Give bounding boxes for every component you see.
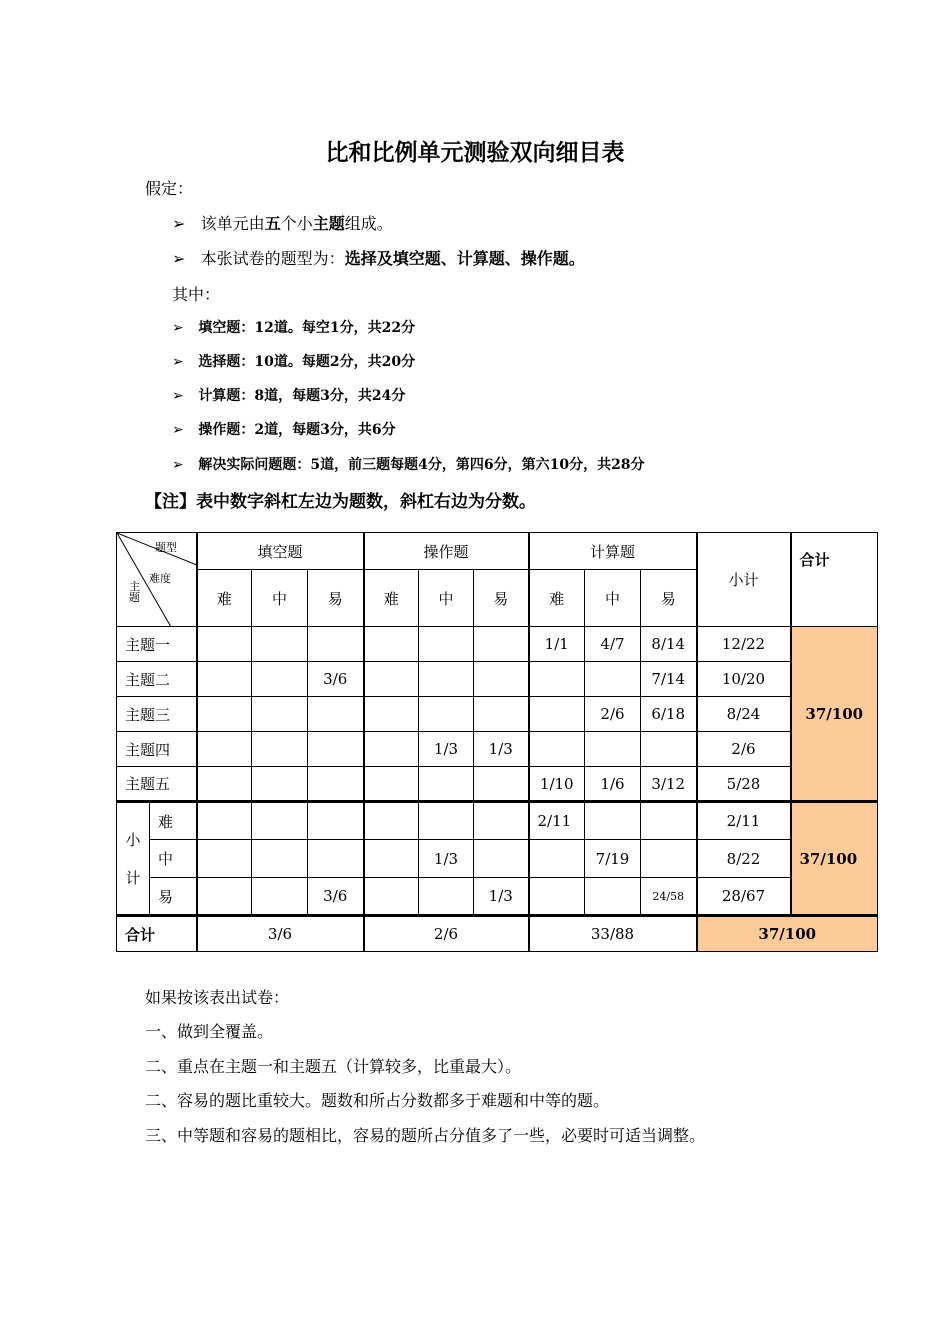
table-cell [419,802,474,840]
assume-label: 假定： [145,179,194,198]
topic-name: 主题一 [117,627,197,662]
table-cell: 3/6 [308,662,364,697]
conclusion-line: 一、做到全覆盖。 [145,1022,274,1041]
level-header: 易 [308,570,364,627]
table-cell [419,627,474,662]
table-cell [585,878,641,916]
corner-header-cell [117,533,197,627]
table-cell [529,878,585,916]
table-row [117,767,878,802]
table-cell [197,627,252,662]
table-cell [641,802,697,840]
bullet-choice [172,351,415,371]
table-cell [364,662,419,697]
conclusion-line: 二、重点在主题一和主题五（计算较多，比重最大）。 [145,1057,522,1076]
table-cell: 3/12 [641,767,697,802]
table-cell [529,662,585,697]
table-cell [419,878,474,916]
table-cell [252,802,308,840]
table-cell [308,840,364,878]
table-cell [585,732,641,767]
bullet-bold: 主题 [312,214,345,233]
table-cell [197,662,252,697]
bullet-operation [172,419,396,439]
table-cell: 1/1 [529,627,585,662]
group-header-fill: 填空题 [197,533,364,570]
table-cell [364,878,419,916]
table-cell [252,662,308,697]
footer-total-calc: 33/88 [529,916,697,952]
level-header: 中 [585,570,641,627]
table-cell [252,697,308,732]
table-cell [474,802,529,840]
bullet-text: 操作题：2道，每题3分，共6分 [198,422,396,438]
subtotal-cell: 2/6 [697,732,791,767]
table-cell [364,840,419,878]
corner-type-label: 题型 [155,541,177,554]
table-cell: 1/3 [419,840,474,878]
table-cell: 1/6 [585,767,641,802]
table-cell [308,732,364,767]
arrow-bullet-icon: ➢ [172,388,184,404]
table-row [117,627,878,662]
subtotal-cell: 8/24 [697,697,791,732]
level-name: 难 [150,802,197,840]
table-cell [364,732,419,767]
table-row [117,662,878,697]
corner-difficulty-label: 难度 [149,572,171,585]
bullet-text: 组成。 [344,214,393,233]
table-cell [197,732,252,767]
level-header: 易 [474,570,529,627]
bullet-text: 该单元由 [200,214,265,233]
table-cell [197,802,252,840]
level-name: 易 [150,878,197,916]
bullet-question-types [172,246,585,269]
subtotal-cell: 12/22 [697,627,791,662]
table-cell: 7/19 [585,840,641,878]
table-cell: 8/14 [641,627,697,662]
conclusion-line: 如果按该表出试卷： [145,988,290,1007]
bullet-bold: 五 [264,214,281,233]
table-cell [252,878,308,916]
arrow-bullet-icon: ➢ [172,422,184,438]
table-footer-row [117,916,878,952]
table-cell [197,697,252,732]
table-cell [419,767,474,802]
footer-total-operation: 2/6 [364,916,529,952]
total-header: 合计 [791,533,878,627]
bullet-practical [172,454,645,474]
table-cell [364,767,419,802]
table-cell [197,767,252,802]
conclusion-line: 三、中等题和容易的题相比，容易的题所占分值多了一些，必要时可适当调整。 [145,1126,706,1145]
topics-total-cell: 37/100 [791,627,878,802]
group-header-operation: 操作题 [364,533,529,570]
table-cell [585,662,641,697]
bullet-text: 选择题：10道。每题2分，共20分 [198,354,416,370]
bullet-text: 本张试卷的题型为： [200,249,345,268]
table-cell [252,767,308,802]
subtotal-cell: 10/20 [697,662,791,697]
level-header: 难 [197,570,252,627]
subtotal-side-char: 计 [125,868,141,887]
table-cell [364,697,419,732]
table-cell [197,878,252,916]
table-cell: 24/58 [641,878,697,916]
table-cell: 2/11 [529,802,585,840]
table-row [117,802,878,840]
table-cell [529,732,585,767]
footer-total-fill: 3/6 [197,916,364,952]
corner-topic-label: 主题 [129,580,140,604]
table-cell [308,802,364,840]
table-cell [529,840,585,878]
table-cell: 2/6 [585,697,641,732]
levels-total-cell: 37/100 [791,802,878,916]
level-header: 中 [252,570,308,627]
topic-name: 主题二 [117,662,197,697]
table-cell [641,732,697,767]
table-cell: 1/3 [474,878,529,916]
table-cell [474,840,529,878]
table-row [117,878,878,916]
table-cell [641,840,697,878]
table-cell [364,627,419,662]
table-row [117,732,878,767]
topic-name: 主题三 [117,697,197,732]
table-cell: 1/3 [474,732,529,767]
topic-name: 主题四 [117,732,197,767]
table-cell [585,802,641,840]
table-cell [529,697,585,732]
bullet-text: 解决实际问题题：5道，前三题每题4分，第四6分，第六10分，共28分 [198,457,645,473]
subtotal-header: 小计 [697,533,791,627]
level-header: 易 [641,570,697,627]
bullet-text: 个小 [280,214,313,233]
table-cell: 1/10 [529,767,585,802]
bullet-calc [172,385,405,405]
bullet-text: 计算题：8道，每题3分，共24分 [198,388,406,404]
level-header: 难 [364,570,419,627]
arrow-bullet-icon: ➢ [172,354,184,370]
bullet-topics [172,211,393,234]
bullet-text: 填空题：12道。每空1分，共22分 [198,320,416,336]
table-cell [252,840,308,878]
table-cell: 7/14 [641,662,697,697]
table-cell [197,840,252,878]
table-cell [419,662,474,697]
bullet-fill [172,317,415,337]
table-cell [419,697,474,732]
arrow-bullet-icon: ➢ [172,214,186,233]
footer-total-label: 合计 [117,916,197,952]
among-label: 其中： [172,285,221,304]
group-header-calc: 计算题 [529,533,697,570]
table-cell [252,732,308,767]
subtotal-cell: 2/11 [697,802,791,840]
topic-name: 主题五 [117,767,197,802]
conclusion-line: 二、容易的题比重较大。题数和所占分数都多于难题和中等的题。 [145,1091,610,1110]
arrow-bullet-icon: ➢ [172,457,184,473]
arrow-bullet-icon: ➢ [172,249,186,268]
table-cell: 3/6 [308,878,364,916]
spec-table [116,532,878,952]
table-cell [308,627,364,662]
table-cell [308,767,364,802]
level-name: 中 [150,840,197,878]
subtotal-side-label [117,802,150,916]
footer-grand-total: 37/100 [697,916,878,952]
table-note: 【注】表中数字斜杠左边为题数，斜杠右边为分数。 [145,492,536,512]
subtotal-cell: 8/22 [697,840,791,878]
subtotal-cell: 5/28 [697,767,791,802]
table-cell [474,662,529,697]
table-cell [308,697,364,732]
table-row [117,840,878,878]
bullet-bold: 选择及填空题、计算题、操作题。 [344,249,585,268]
table-cell: 6/18 [641,697,697,732]
level-header: 难 [529,570,585,627]
page-title: 比和比例单元测验双向细目表 [325,140,625,166]
subtotal-side-char: 小 [125,830,141,849]
table-cell [252,627,308,662]
level-header: 中 [419,570,474,627]
subtotal-cell: 28/67 [697,878,791,916]
table-cell [474,627,529,662]
table-cell [474,767,529,802]
table-cell [474,697,529,732]
table-cell: 4/7 [585,627,641,662]
table-cell [364,802,419,840]
table-row [117,697,878,732]
table-cell: 1/3 [419,732,474,767]
arrow-bullet-icon: ➢ [172,320,184,336]
